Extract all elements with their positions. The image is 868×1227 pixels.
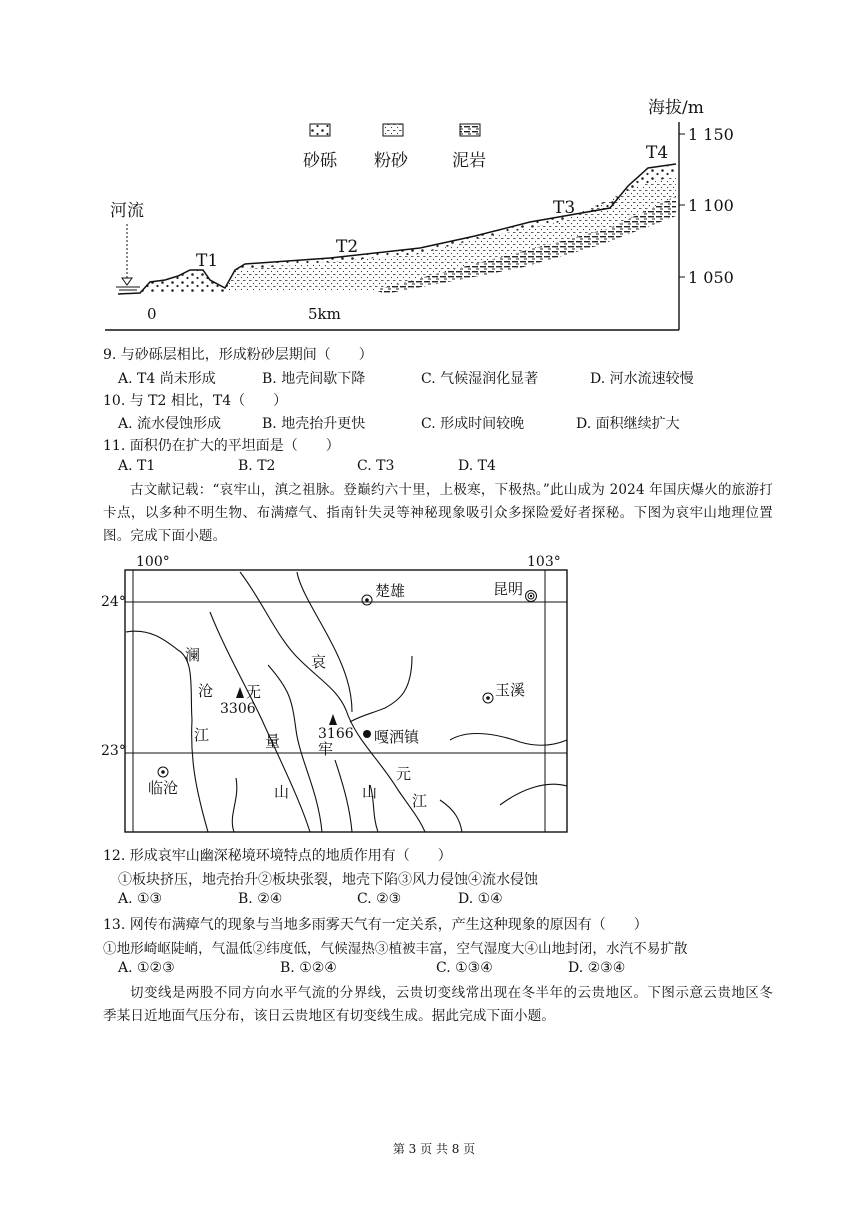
question-12-option-c[interactable]: C. ②③	[357, 891, 402, 907]
svg-text:昆明: 昆明	[493, 580, 524, 598]
svg-text:临沧: 临沧	[148, 779, 179, 797]
passage-shear-line: 切变线是两股不同方向水平气流的分界线，云贵切变线常出现在冬半年的云贵地区。下图示意云贵地区冬季某日近地面气压分布，该日云贵地区有切变线生成。据此完成下面小题。	[103, 985, 773, 1024]
terrace-profile-figure	[0, 80, 868, 340]
label-ai: 哀	[311, 653, 327, 671]
label-jiang: 江	[194, 726, 210, 744]
question-13-option-b[interactable]: B. ①②④	[280, 960, 337, 976]
question-12-option-a[interactable]: A. ①③	[118, 891, 163, 907]
question-12-stem: 12. 形成哀牢山幽深秘境环境特点的地质作用有（ ）	[103, 848, 452, 864]
river-label: 河流	[110, 201, 144, 221]
city-kunming	[493, 580, 537, 602]
question-9-option-d[interactable]: D. 河水流速较慢	[590, 371, 694, 387]
question-9-stem: 9. 与砂砾层相比，形成粉砂层期间（ ）	[103, 347, 373, 363]
terrace-label-t1: T1	[196, 251, 219, 271]
question-12-statements: ①板块挤压，地壳抬升②板块张裂，地壳下陷③风力侵蚀④流水侵蚀	[118, 872, 538, 888]
svg-text:3166: 3166	[318, 726, 354, 742]
terrace-label-t2: T2	[336, 237, 359, 257]
question-10-option-d[interactable]: D. 面积继续扩大	[576, 416, 680, 432]
question-9-option-b[interactable]: B. 地壳间歇下降	[262, 371, 366, 387]
label-cang: 沧	[198, 682, 214, 700]
label-wu: 无	[246, 683, 262, 701]
legend-mudstone-label: 泥岩	[452, 151, 486, 171]
question-10-option-c[interactable]: C. 形成时间较晚	[421, 416, 525, 432]
elevation-axis-title: 海拔/m	[648, 98, 704, 118]
legend-mudstone-swatch	[460, 124, 480, 136]
elevation-tick-1050: 1 050	[688, 268, 734, 287]
distance-tick-0: 0	[147, 305, 157, 323]
label-shan-2: 山	[362, 783, 378, 801]
label-yuan: 元	[396, 765, 412, 783]
page-footer: 第 3 页 共 8 页	[392, 1142, 476, 1156]
question-11-option-a[interactable]: A. T1	[118, 458, 156, 474]
terrace-label-t3: T3	[553, 198, 576, 218]
passage-ailao-mountain: 古文献记载：“哀牢山，滇之祖脉。登巅约六十里，上极寒，下极热。”此山成为 2024 年国庆爆火的旅游打卡点，以多种不明生物、布满瘴气、指南针失灵等神秘现象吸引众多探险爱好者探秘。下图为哀牢山地理位置图。完成下面小题。	[103, 482, 773, 544]
elevation-tick-1100: 1 100	[688, 196, 734, 215]
label-shan-1: 山	[274, 783, 290, 801]
question-13-stem: 13. 网传布满瘴气的现象与当地多雨雾天气有一定关系，产生这种现象的原因有（ ）	[103, 917, 648, 933]
question-13-statements: ①地形崎岖陡峭，气温低②纬度低，气候湿热③植被丰富，空气湿度大④山地封闭，水汽不易扩散	[103, 941, 688, 957]
terrace-label-t4: T4	[646, 143, 669, 163]
label-lan: 澜	[185, 646, 201, 664]
legend-silt-swatch	[383, 124, 403, 136]
svg-text:嘎洒镇: 嘎洒镇	[374, 728, 420, 746]
town-gasa	[363, 728, 420, 746]
question-13-option-a[interactable]: A. ①②③	[118, 960, 175, 976]
city-yuxi	[483, 681, 525, 703]
peak-3166	[318, 714, 354, 742]
svg-text:楚雄: 楚雄	[375, 582, 406, 600]
question-12-option-b[interactable]: B. ②④	[238, 891, 283, 907]
elevation-tick-1150: 1 150	[688, 125, 734, 144]
lat-label-24: 24°	[101, 594, 126, 610]
question-10-option-a[interactable]: A. 流水侵蚀形成	[118, 416, 222, 432]
lon-label-103: 103°	[527, 554, 561, 570]
lat-label-23: 23°	[101, 743, 126, 759]
svg-text:3306: 3306	[220, 701, 256, 717]
svg-text:玉溪: 玉溪	[495, 681, 526, 699]
label-liang: 量	[265, 732, 281, 750]
legend-silt-label: 粉砂	[374, 151, 408, 171]
legend-gravel-swatch	[310, 124, 330, 136]
question-10-option-b[interactable]: B. 地壳抬升更快	[262, 416, 366, 432]
river-network	[126, 572, 567, 832]
question-9-option-a[interactable]: A. T4 尚未形成	[118, 371, 216, 387]
question-11-stem: 11. 面积仍在扩大的平坦面是（ ）	[103, 438, 340, 454]
question-12-option-d[interactable]: D. ①④	[458, 891, 503, 907]
lon-label-100: 100°	[136, 554, 170, 570]
question-13-option-c[interactable]: C. ①③④	[436, 960, 493, 976]
distance-tick-5km: 5km	[308, 305, 341, 323]
legend-gravel-label: 砂砾	[303, 151, 337, 171]
question-11-option-d[interactable]: D. T4	[458, 458, 496, 474]
question-11-option-b[interactable]: B. T2	[238, 458, 276, 474]
ailao-location-map	[100, 550, 580, 840]
legend	[303, 124, 486, 171]
label-lao: 牢	[318, 740, 334, 758]
city-lincang	[148, 767, 178, 797]
label-jiang-2: 江	[412, 792, 428, 810]
question-10-stem: 10. 与 T2 相比，T4（ ）	[103, 393, 288, 409]
question-13-option-d[interactable]: D. ②③④	[568, 960, 626, 976]
question-11-option-c[interactable]: C. T3	[357, 458, 395, 474]
question-9-option-c[interactable]: C. 气候湿润化显著	[421, 371, 539, 387]
